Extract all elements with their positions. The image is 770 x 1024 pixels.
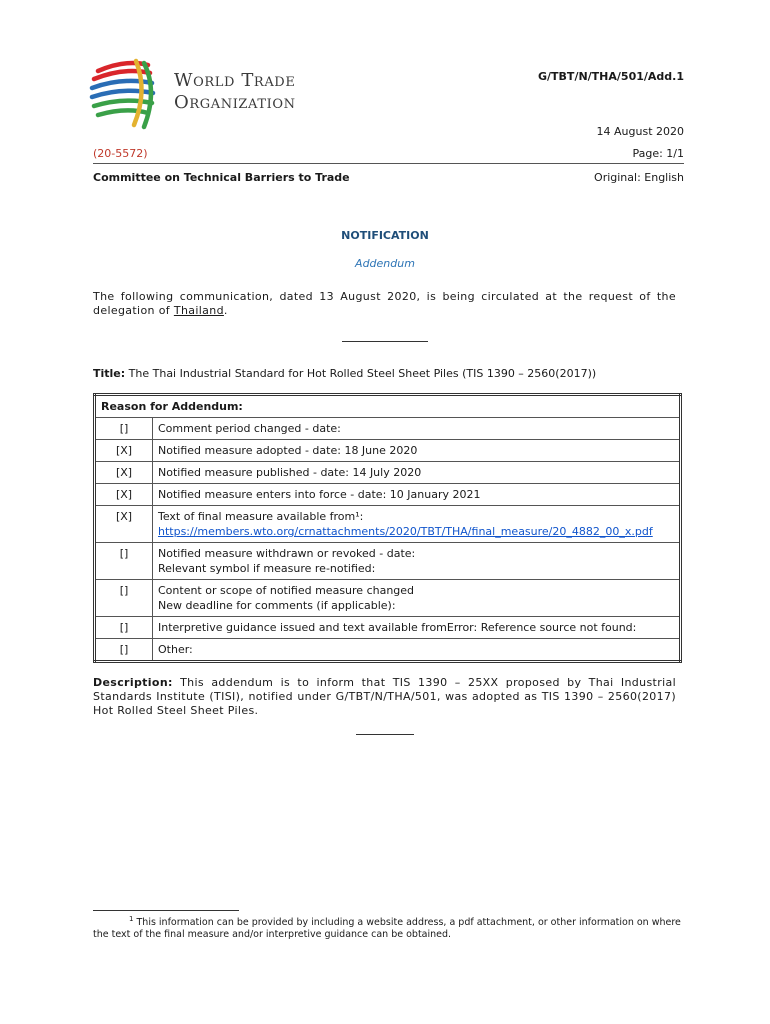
reasons-header-row bbox=[95, 395, 681, 418]
document-symbol: G/TBT/N/THA/501/Add.1 bbox=[538, 70, 684, 83]
page-number: Page: 1/1 bbox=[632, 147, 684, 160]
reason-text: Interpretive guidance issued and text available fromError: Reference source not found: bbox=[153, 617, 681, 639]
reason-cell bbox=[153, 580, 681, 617]
table-row bbox=[95, 506, 681, 543]
checkbox-mark: [] bbox=[95, 617, 153, 639]
measure-title-label: Title: bbox=[93, 367, 126, 380]
table-row bbox=[95, 418, 681, 440]
reason-text: Notified measure published - date: 14 July 2020 bbox=[153, 462, 681, 484]
header-divider bbox=[93, 163, 684, 164]
committee-name: Committee on Technical Barriers to Trade bbox=[93, 171, 350, 184]
final-measure-link[interactable]: https://members.wto.org/crnattachments/2020/TBT/THA/final_measure/20_4882_00_x.pdf bbox=[158, 525, 653, 538]
country-name: Thailand bbox=[173, 304, 224, 317]
intro-text: The following communication, dated 13 August 2020, is being circulated at the request of the delegation of bbox=[93, 290, 676, 317]
organization-name bbox=[174, 70, 296, 114]
reason-cell bbox=[153, 543, 681, 580]
reason-text: Text of final measure available from¹: bbox=[158, 510, 364, 523]
reason-text: Notified measure withdrawn or revoked - date: bbox=[158, 547, 416, 560]
original-language: Original: English bbox=[594, 171, 684, 184]
footnote-text: This information can be provided by including a website address, a pdf attachment, or other information on where the text of the final measure and/or interpretive guidance can be obtained. bbox=[93, 917, 681, 941]
org-name-line2: Organization bbox=[174, 92, 296, 113]
footnote-marker: 1 bbox=[129, 915, 134, 923]
checkbox-mark: [] bbox=[95, 543, 153, 580]
reason-text: Other: bbox=[153, 639, 681, 662]
table-row bbox=[95, 580, 681, 617]
reason-text: Notified measure adopted - date: 18 June 2020 bbox=[153, 440, 681, 462]
measure-title-text: The Thai Industrial Standard for Hot Rolled Steel Sheet Piles (TIS 1390 – 2560(2017)) bbox=[125, 367, 597, 380]
table-row bbox=[95, 543, 681, 580]
reason-text: Comment period changed - date: bbox=[153, 418, 681, 440]
document-reference: (20-5572) bbox=[93, 147, 148, 160]
intro-end: . bbox=[223, 304, 228, 317]
description-text: This addendum is to inform that TIS 1390 – 25XX proposed by Thai Industrial Standards Institute (TISI), notified under G/TBT/N/THA/501, was adopted as TIS 1390 – 2560(2017) Hot Rolled Steel Sheet Piles. bbox=[93, 676, 676, 717]
intro-paragraph bbox=[93, 290, 676, 318]
table-row bbox=[95, 617, 681, 639]
document-date: 14 August 2020 bbox=[596, 125, 684, 138]
notification-heading: NOTIFICATION bbox=[341, 229, 429, 242]
addendum-subheading: Addendum bbox=[355, 257, 415, 270]
table-row bbox=[95, 484, 681, 506]
reason-subtext: New deadline for comments (if applicable): bbox=[158, 599, 396, 612]
checkbox-mark: [] bbox=[95, 580, 153, 617]
table-row bbox=[95, 462, 681, 484]
checkbox-mark: [X] bbox=[95, 440, 153, 462]
table-row bbox=[95, 440, 681, 462]
reason-text: Content or scope of notified measure changed bbox=[158, 584, 415, 597]
reasons-header: Reason for Addendum: bbox=[95, 395, 681, 418]
reasons-table bbox=[93, 393, 682, 663]
checkbox-mark: [] bbox=[95, 418, 153, 440]
description-label: Description: bbox=[93, 676, 173, 689]
checkbox-mark: [X] bbox=[95, 484, 153, 506]
reason-cell bbox=[153, 506, 681, 543]
measure-title bbox=[93, 367, 596, 380]
section-divider bbox=[342, 341, 428, 342]
footnote-divider bbox=[93, 910, 239, 911]
table-row bbox=[95, 639, 681, 662]
reason-text: Notified measure enters into force - date: 10 January 2021 bbox=[153, 484, 681, 506]
checkbox-mark: [X] bbox=[95, 506, 153, 543]
checkbox-mark: [] bbox=[95, 639, 153, 662]
end-divider bbox=[356, 734, 414, 735]
footnote bbox=[93, 913, 683, 941]
checkbox-mark: [X] bbox=[95, 462, 153, 484]
reason-subtext: Relevant symbol if measure re-notified: bbox=[158, 562, 376, 575]
org-name-line1: World Trade bbox=[174, 70, 296, 91]
description-paragraph bbox=[93, 676, 676, 718]
